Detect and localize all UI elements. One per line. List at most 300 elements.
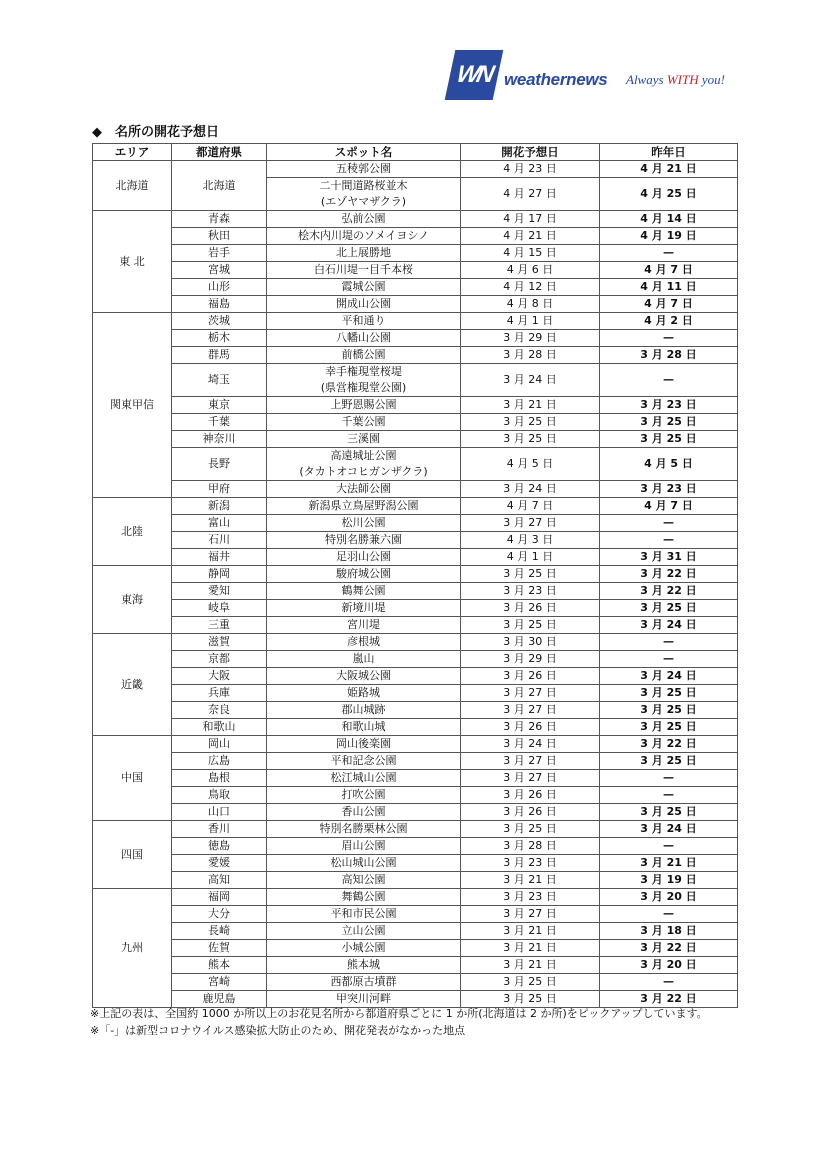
prefecture-cell: 愛媛	[172, 855, 267, 872]
spot-name-line: (エゾヤマザクラ)	[320, 195, 407, 208]
prefecture-cell: 鹿児島	[172, 991, 267, 1008]
forecast-date-cell: 3 月 25 日	[461, 991, 600, 1008]
prefecture-cell: 甲府	[172, 481, 267, 498]
spot-name-line: 新境川堤	[341, 601, 386, 614]
spot-cell	[267, 532, 461, 549]
forecast-date-cell: 3 月 27 日	[461, 906, 600, 923]
prefecture-cell: 京都	[172, 651, 267, 668]
prefecture-cell: 北海道	[172, 161, 267, 211]
forecast-date-cell: 4 月 21 日	[461, 228, 600, 245]
prefecture-cell: 奈良	[172, 702, 267, 719]
spot-name-line: (タカトオコヒガンザクラ)	[299, 465, 428, 478]
prefecture-cell: 宮崎	[172, 974, 267, 991]
table-row	[93, 532, 738, 549]
spot-cell	[267, 838, 461, 855]
last-year-date-cell: —	[600, 770, 738, 787]
prefecture-cell: 東京	[172, 397, 267, 414]
last-year-date-cell: 3 月 25 日	[600, 414, 738, 431]
prefecture-cell: 埼玉	[172, 364, 267, 397]
spot-cell	[267, 313, 461, 330]
spot-name-line: 開成山公園	[336, 297, 391, 310]
forecast-date-cell: 3 月 26 日	[461, 787, 600, 804]
last-year-date-cell: —	[600, 974, 738, 991]
table-row	[93, 821, 738, 838]
forecast-date-cell: 3 月 21 日	[461, 397, 600, 414]
spot-name-line: 駿府城公園	[336, 567, 391, 580]
spot-cell	[267, 889, 461, 906]
last-year-date-cell: —	[600, 515, 738, 532]
table-row	[93, 923, 738, 940]
spot-cell	[267, 364, 461, 397]
spot-cell	[267, 279, 461, 296]
table-row	[93, 668, 738, 685]
forecast-date-cell: 3 月 21 日	[461, 872, 600, 889]
last-year-date-cell: 4 月 7 日	[600, 498, 738, 515]
spot-name-line: 岡山後楽園	[336, 737, 391, 750]
last-year-date-cell: —	[600, 651, 738, 668]
spot-name-line: 高遠城址公園	[330, 449, 397, 462]
spot-cell	[267, 736, 461, 753]
bloom-forecast-table	[92, 143, 738, 1008]
last-year-date-cell: 3 月 22 日	[600, 736, 738, 753]
forecast-date-cell: 4 月 12 日	[461, 279, 600, 296]
prefecture-cell: 長崎	[172, 923, 267, 940]
prefecture-cell: 宮城	[172, 262, 267, 279]
forecast-date-cell: 3 月 23 日	[461, 855, 600, 872]
prefecture-cell: 栃木	[172, 330, 267, 347]
spot-name-line: 西都原古墳群	[330, 975, 397, 988]
footnotes	[90, 1005, 708, 1039]
prefecture-cell: 新潟	[172, 498, 267, 515]
spot-cell	[267, 753, 461, 770]
forecast-date-cell: 4 月 6 日	[461, 262, 600, 279]
table-row	[93, 161, 738, 178]
spot-name-line: 彦根城	[347, 635, 380, 648]
table-row	[93, 940, 738, 957]
forecast-date-cell: 3 月 25 日	[461, 974, 600, 991]
table-header-row	[93, 144, 738, 161]
forecast-date-cell: 3 月 21 日	[461, 957, 600, 974]
spot-name-line: 立山公園	[341, 924, 386, 937]
spot-name-line: 平和記念公園	[330, 754, 397, 767]
spot-name-line: 千葉公園	[341, 415, 386, 428]
last-year-date-cell: 3 月 25 日	[600, 719, 738, 736]
table-body	[93, 161, 738, 1008]
spot-cell	[267, 957, 461, 974]
forecast-date-cell: 4 月 1 日	[461, 313, 600, 330]
forecast-date-cell: 3 月 25 日	[461, 566, 600, 583]
spot-name-line: 和歌山城	[341, 720, 386, 733]
spot-cell	[267, 515, 461, 532]
prefecture-cell: 秋田	[172, 228, 267, 245]
prefecture-cell: 神奈川	[172, 431, 267, 448]
spot-name-line: 熊本城	[347, 958, 380, 971]
forecast-date-cell: 4 月 15 日	[461, 245, 600, 262]
area-cell: 四国	[93, 821, 172, 889]
table-row	[93, 397, 738, 414]
spot-name-line: 松川公園	[341, 516, 386, 529]
prefecture-cell: 茨城	[172, 313, 267, 330]
prefecture-cell: 石川	[172, 532, 267, 549]
spot-name-line: 八幡山公園	[336, 331, 391, 344]
last-year-date-cell: —	[600, 532, 738, 549]
table-row	[93, 889, 738, 906]
spot-name-line: 宮川堤	[347, 618, 380, 631]
table-row	[93, 211, 738, 228]
spot-name-line: 郡山城跡	[341, 703, 386, 716]
spot-cell	[267, 161, 461, 178]
table-row	[93, 855, 738, 872]
forecast-date-cell: 4 月 1 日	[461, 549, 600, 566]
table-row	[93, 702, 738, 719]
last-year-date-cell: 3 月 31 日	[600, 549, 738, 566]
prefecture-cell: 青森	[172, 211, 267, 228]
last-year-date-cell: 3 月 22 日	[600, 566, 738, 583]
spot-cell	[267, 549, 461, 566]
last-year-date-cell: 3 月 22 日	[600, 991, 738, 1008]
table-row	[93, 262, 738, 279]
last-year-date-cell: 4 月 2 日	[600, 313, 738, 330]
prefecture-cell: 鳥取	[172, 787, 267, 804]
prefecture-cell: 佐賀	[172, 940, 267, 957]
prefecture-cell: 山口	[172, 804, 267, 821]
area-cell: 東海	[93, 566, 172, 634]
prefecture-cell: 愛知	[172, 583, 267, 600]
prefecture-cell: 徳島	[172, 838, 267, 855]
header-last-year: 昨年日	[600, 144, 738, 161]
spot-cell	[267, 228, 461, 245]
last-year-date-cell: —	[600, 787, 738, 804]
last-year-date-cell: 3 月 25 日	[600, 702, 738, 719]
table-row	[93, 838, 738, 855]
forecast-date-cell: 4 月 3 日	[461, 532, 600, 549]
table-row	[93, 279, 738, 296]
last-year-date-cell: 3 月 25 日	[600, 431, 738, 448]
area-cell: 関東甲信	[93, 313, 172, 498]
spot-cell	[267, 211, 461, 228]
forecast-date-cell: 4 月 7 日	[461, 498, 600, 515]
forecast-date-cell: 3 月 26 日	[461, 600, 600, 617]
prefecture-cell: 大阪	[172, 668, 267, 685]
table-row	[93, 583, 738, 600]
forecast-date-cell: 3 月 27 日	[461, 685, 600, 702]
prefecture-cell: 福島	[172, 296, 267, 313]
footnote: ※「-」は新型コロナウイルス感染拡大防止のため、開花発表がなかった地点	[90, 1024, 466, 1037]
last-year-date-cell: —	[600, 364, 738, 397]
prefecture-cell: 長野	[172, 448, 267, 481]
area-cell: 北海道	[93, 161, 172, 211]
area-cell: 中国	[93, 736, 172, 821]
table-row	[93, 549, 738, 566]
prefecture-cell: 千葉	[172, 414, 267, 431]
last-year-date-cell: 3 月 25 日	[600, 753, 738, 770]
last-year-date-cell: —	[600, 330, 738, 347]
forecast-date-cell: 4 月 27 日	[461, 178, 600, 211]
spot-cell	[267, 804, 461, 821]
table-row	[93, 515, 738, 532]
spot-name-line: 北上展勝地	[336, 246, 391, 259]
last-year-date-cell: 3 月 24 日	[600, 617, 738, 634]
table-row	[93, 685, 738, 702]
prefecture-cell: 岩手	[172, 245, 267, 262]
forecast-date-cell: 3 月 27 日	[461, 770, 600, 787]
prefecture-cell: 福岡	[172, 889, 267, 906]
last-year-date-cell: 4 月 14 日	[600, 211, 738, 228]
forecast-date-cell: 4 月 23 日	[461, 161, 600, 178]
prefecture-cell: 大分	[172, 906, 267, 923]
prefecture-cell: 群馬	[172, 347, 267, 364]
prefecture-cell: 静岡	[172, 566, 267, 583]
spot-cell	[267, 855, 461, 872]
forecast-date-cell: 3 月 24 日	[461, 736, 600, 753]
spot-name-line: 五稜郭公園	[336, 162, 391, 175]
spot-cell	[267, 296, 461, 313]
forecast-date-cell: 4 月 8 日	[461, 296, 600, 313]
spot-name-line: 霞城公園	[341, 280, 386, 293]
spot-cell	[267, 668, 461, 685]
last-year-date-cell: 4 月 25 日	[600, 178, 738, 211]
forecast-date-cell: 3 月 21 日	[461, 923, 600, 940]
area-cell: 近畿	[93, 634, 172, 736]
spot-cell	[267, 481, 461, 498]
spot-cell	[267, 651, 461, 668]
area-cell: 北陸	[93, 498, 172, 566]
table-row	[93, 448, 738, 481]
spot-name-line: 幸手権現堂桜堤	[325, 365, 402, 378]
table-row	[93, 770, 738, 787]
table-row	[93, 651, 738, 668]
weathernews-logo	[450, 48, 740, 102]
last-year-date-cell: 4 月 19 日	[600, 228, 738, 245]
spot-cell	[267, 566, 461, 583]
spot-name-line: 姫路城	[347, 686, 380, 699]
spot-cell	[267, 431, 461, 448]
last-year-date-cell: 3 月 24 日	[600, 821, 738, 838]
spot-name-line: 特別名勝栗林公園	[319, 822, 408, 835]
spot-name-line: 新潟県立鳥屋野潟公園	[308, 499, 419, 512]
table-row	[93, 906, 738, 923]
forecast-date-cell: 3 月 25 日	[461, 617, 600, 634]
table-row	[93, 347, 738, 364]
spot-cell	[267, 330, 461, 347]
last-year-date-cell: 3 月 20 日	[600, 889, 738, 906]
spot-cell	[267, 600, 461, 617]
table-row	[93, 617, 738, 634]
spot-cell	[267, 397, 461, 414]
spot-cell	[267, 821, 461, 838]
spot-cell	[267, 685, 461, 702]
forecast-date-cell: 4 月 5 日	[461, 448, 600, 481]
last-year-date-cell: 3 月 20 日	[600, 957, 738, 974]
table-row	[93, 753, 738, 770]
last-year-date-cell: 4 月 7 日	[600, 296, 738, 313]
spot-cell	[267, 448, 461, 481]
forecast-date-cell: 3 月 27 日	[461, 753, 600, 770]
prefecture-cell: 兵庫	[172, 685, 267, 702]
spot-name-line: 上野恩賜公園	[330, 398, 397, 411]
prefecture-cell: 滋賀	[172, 634, 267, 651]
table-row	[93, 481, 738, 498]
prefecture-cell: 高知	[172, 872, 267, 889]
table-row	[93, 804, 738, 821]
spot-cell	[267, 262, 461, 279]
spot-name-line: 鶴舞公園	[341, 584, 386, 597]
prefecture-cell: 広島	[172, 753, 267, 770]
table-row	[93, 974, 738, 991]
tagline-emphasis: WITH	[666, 72, 699, 87]
spot-name-line: 打吹公園	[341, 788, 386, 801]
forecast-date-cell: 3 月 25 日	[461, 431, 600, 448]
section-title: ◆ 名所の開花予想日	[92, 125, 219, 140]
forecast-date-cell: 3 月 27 日	[461, 702, 600, 719]
spot-name-line: 眉山公園	[341, 839, 386, 852]
last-year-date-cell: 3 月 18 日	[600, 923, 738, 940]
spot-cell	[267, 974, 461, 991]
table-row	[93, 330, 738, 347]
area-cell: 東 北	[93, 211, 172, 313]
header-prefecture: 都道府県	[172, 144, 267, 161]
table-row	[93, 431, 738, 448]
last-year-date-cell: 3 月 23 日	[600, 481, 738, 498]
table-row	[93, 245, 738, 262]
forecast-date-cell: 3 月 26 日	[461, 804, 600, 821]
area-cell: 九州	[93, 889, 172, 1008]
last-year-date-cell: 3 月 28 日	[600, 347, 738, 364]
spot-name-line: 足羽山公園	[336, 550, 391, 563]
spot-name-line: 松山城山公園	[330, 856, 397, 869]
spot-name-line: 前橋公園	[341, 348, 386, 361]
table-row	[93, 787, 738, 804]
last-year-date-cell: 3 月 23 日	[600, 397, 738, 414]
spot-cell	[267, 347, 461, 364]
last-year-date-cell: 3 月 25 日	[600, 600, 738, 617]
spot-cell	[267, 702, 461, 719]
spot-name-line: 平和市民公園	[330, 907, 397, 920]
prefecture-cell: 島根	[172, 770, 267, 787]
table-row	[93, 498, 738, 515]
spot-name-line: 甲突川河畔	[336, 992, 391, 1005]
spot-name-line: 弘前公園	[341, 212, 386, 225]
last-year-date-cell: 3 月 22 日	[600, 583, 738, 600]
spot-cell	[267, 719, 461, 736]
spot-cell	[267, 906, 461, 923]
table-row	[93, 364, 738, 397]
table-row	[93, 872, 738, 889]
last-year-date-cell: 3 月 24 日	[600, 668, 738, 685]
forecast-date-cell: 3 月 23 日	[461, 889, 600, 906]
forecast-date-cell: 3 月 29 日	[461, 330, 600, 347]
table-row	[93, 600, 738, 617]
table-row	[93, 313, 738, 330]
prefecture-cell: 富山	[172, 515, 267, 532]
prefecture-cell: 福井	[172, 549, 267, 566]
spot-cell	[267, 414, 461, 431]
last-year-date-cell: 4 月 5 日	[600, 448, 738, 481]
last-year-date-cell: 4 月 21 日	[600, 161, 738, 178]
tagline-post: you!	[698, 72, 725, 87]
table-row	[93, 634, 738, 651]
wn-logo-mark: WN	[445, 50, 504, 100]
prefecture-cell: 和歌山	[172, 719, 267, 736]
spot-name-line: 香山公園	[341, 805, 386, 818]
forecast-date-cell: 3 月 30 日	[461, 634, 600, 651]
prefecture-cell: 熊本	[172, 957, 267, 974]
table-row	[93, 228, 738, 245]
prefecture-cell: 香川	[172, 821, 267, 838]
forecast-date-cell: 3 月 25 日	[461, 414, 600, 431]
forecast-date-cell: 3 月 26 日	[461, 668, 600, 685]
forecast-date-cell: 3 月 26 日	[461, 719, 600, 736]
table-row	[93, 566, 738, 583]
spot-cell	[267, 940, 461, 957]
logo-tagline	[626, 72, 725, 88]
table-row	[93, 719, 738, 736]
spot-name-line: 桧木内川堤のソメイヨシノ	[298, 229, 429, 242]
prefecture-cell: 三重	[172, 617, 267, 634]
last-year-date-cell: —	[600, 838, 738, 855]
prefecture-cell: 岡山	[172, 736, 267, 753]
spot-cell	[267, 583, 461, 600]
forecast-date-cell: 3 月 21 日	[461, 940, 600, 957]
forecast-date-cell: 3 月 28 日	[461, 838, 600, 855]
spot-name-line: 白石川堤一目千本桜	[314, 263, 413, 276]
spot-name-line: 大法師公園	[336, 482, 391, 495]
spot-name-line: 舞鶴公園	[341, 890, 386, 903]
last-year-date-cell: 3 月 22 日	[600, 940, 738, 957]
spot-name-line: 三溪園	[347, 432, 380, 445]
last-year-date-cell: 4 月 7 日	[600, 262, 738, 279]
last-year-date-cell: —	[600, 906, 738, 923]
last-year-date-cell: 3 月 19 日	[600, 872, 738, 889]
last-year-date-cell: —	[600, 245, 738, 262]
spot-cell	[267, 872, 461, 889]
spot-name-line: 嵐山	[352, 652, 375, 665]
forecast-date-cell: 3 月 25 日	[461, 821, 600, 838]
forecast-date-cell: 3 月 24 日	[461, 364, 600, 397]
forecast-date-cell: 3 月 24 日	[461, 481, 600, 498]
spot-name-line: 高知公園	[341, 873, 386, 886]
forecast-date-cell: 3 月 29 日	[461, 651, 600, 668]
spot-name-line: 二十間道路桜並木	[319, 179, 408, 192]
last-year-date-cell: —	[600, 634, 738, 651]
last-year-date-cell: 3 月 25 日	[600, 804, 738, 821]
header-spot: スポット名	[267, 144, 461, 161]
last-year-date-cell: 3 月 21 日	[600, 855, 738, 872]
last-year-date-cell: 4 月 11 日	[600, 279, 738, 296]
spot-cell	[267, 617, 461, 634]
table-row	[93, 736, 738, 753]
spot-name-line: (県営権現堂公園)	[320, 381, 407, 394]
spot-cell	[267, 787, 461, 804]
spot-name-line: 松江城山公園	[330, 771, 397, 784]
spot-cell	[267, 634, 461, 651]
prefecture-cell: 山形	[172, 279, 267, 296]
last-year-date-cell: 3 月 25 日	[600, 685, 738, 702]
spot-name-line: 大阪城公園	[336, 669, 391, 682]
logo-wordmark: weathernews	[504, 70, 608, 89]
table-row	[93, 414, 738, 431]
spot-cell	[267, 245, 461, 262]
spot-cell	[267, 498, 461, 515]
spot-name-line: 平和通り	[341, 314, 386, 327]
footnote: ※上記の表は、全国約 1000 か所以上のお花見名所から都道府県ごとに 1 か所(北海道は 2 か所)をピックアップしています。	[90, 1007, 708, 1020]
spot-cell	[267, 923, 461, 940]
forecast-date-cell: 3 月 23 日	[461, 583, 600, 600]
spot-name-line: 小城公園	[341, 941, 386, 954]
spot-cell	[267, 178, 461, 211]
table-row	[93, 296, 738, 313]
header-forecast: 開花予想日	[461, 144, 600, 161]
